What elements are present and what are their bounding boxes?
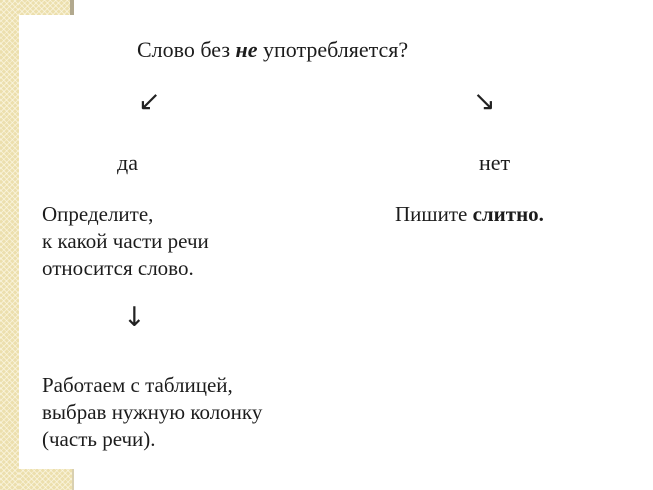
yes-branch-step1-line1: Определите,: [42, 202, 154, 226]
yes-branch-step1-line2: к какой части речи: [42, 229, 209, 253]
yes-branch-step1-line3: относится слово.: [42, 256, 194, 280]
yes-branch-step2-line3: (часть речи).: [42, 427, 156, 451]
slide-border-top-edge: [70, 0, 74, 15]
arrow-down-right-icon: ↘: [473, 86, 496, 117]
arrow-down-icon: ↓: [123, 302, 146, 333]
slide-border-bottom-tab: [19, 469, 72, 490]
question-title-emphasis: не: [235, 37, 258, 62]
yes-branch-step1-text: [42, 201, 209, 282]
slide-border-top-tab: [19, 0, 70, 15]
no-branch-result-bold: слитно.: [472, 202, 544, 226]
answer-yes-label: да: [117, 150, 138, 175]
no-branch-result-pre: Пишите: [395, 202, 473, 226]
yes-branch-step2-line1: Работаем с таблицей,: [42, 373, 233, 397]
yes-branch-step2-text: [42, 372, 262, 453]
answer-no-label: нет: [479, 150, 511, 175]
arrow-down-left-icon: ↙: [138, 86, 161, 117]
question-title-post: употребляется?: [257, 37, 409, 62]
question-title: [137, 36, 408, 64]
yes-branch-step2-line2: выбрав нужную колонку: [42, 400, 263, 424]
no-branch-result-text: [395, 201, 544, 228]
slide-border-left: [0, 0, 19, 490]
slide-border-bottom-edge: [72, 469, 74, 490]
question-title-pre: Слово без: [137, 37, 236, 62]
